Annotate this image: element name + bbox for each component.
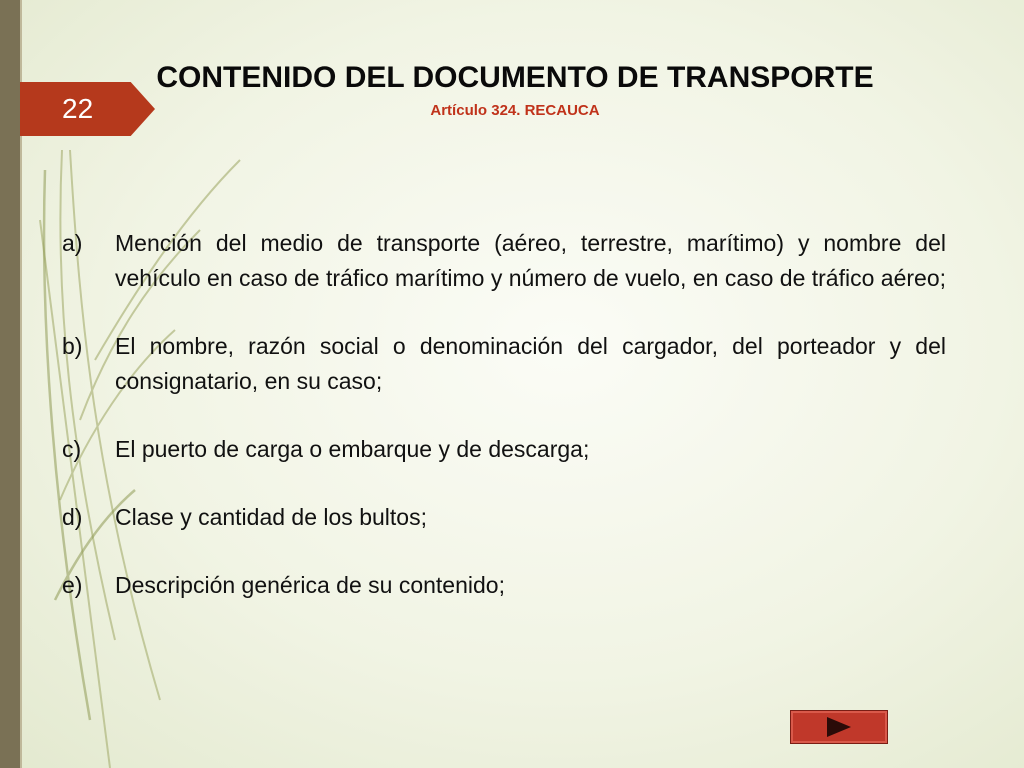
list-item-text: El puerto de carga o embarque y de descarga; [115,436,590,462]
list-item-marker: c) [62,436,82,462]
slide-subtitle: Artículo 324. RECAUCA [430,102,600,119]
next-slide-button[interactable] [790,710,888,744]
list-item [62,329,946,399]
list-item-marker: e) [62,572,83,598]
slide-title: CONTENIDO DEL DOCUMENTO DE TRANSPORTE [156,61,874,94]
list-item-marker: d) [62,504,83,530]
list-item-text: Clase y cantidad de los bultos; [115,504,427,530]
left-sidebar-bar [0,0,20,768]
list-item-text: Mención del medio de transporte (aéreo, terrestre, marítimo) y nombre del vehículo en caso de tráfico marítimo y número de vuelo, en caso de tráfico aéreo; [115,230,946,291]
list-item-marker: b) [62,333,83,359]
play-arrow-icon [827,717,851,737]
list-item [62,568,946,603]
list-item [62,432,946,467]
slide-number: 22 [62,93,94,124]
list-item [62,500,946,535]
content-list [62,226,946,603]
list-item-text: El nombre, razón social o denominación del cargador, del porteador y del consignatario, en su caso; [115,333,946,394]
list-item-text: Descripción genérica de su contenido; [115,572,505,598]
list-item-marker: a) [62,230,83,256]
list-item [62,226,946,296]
